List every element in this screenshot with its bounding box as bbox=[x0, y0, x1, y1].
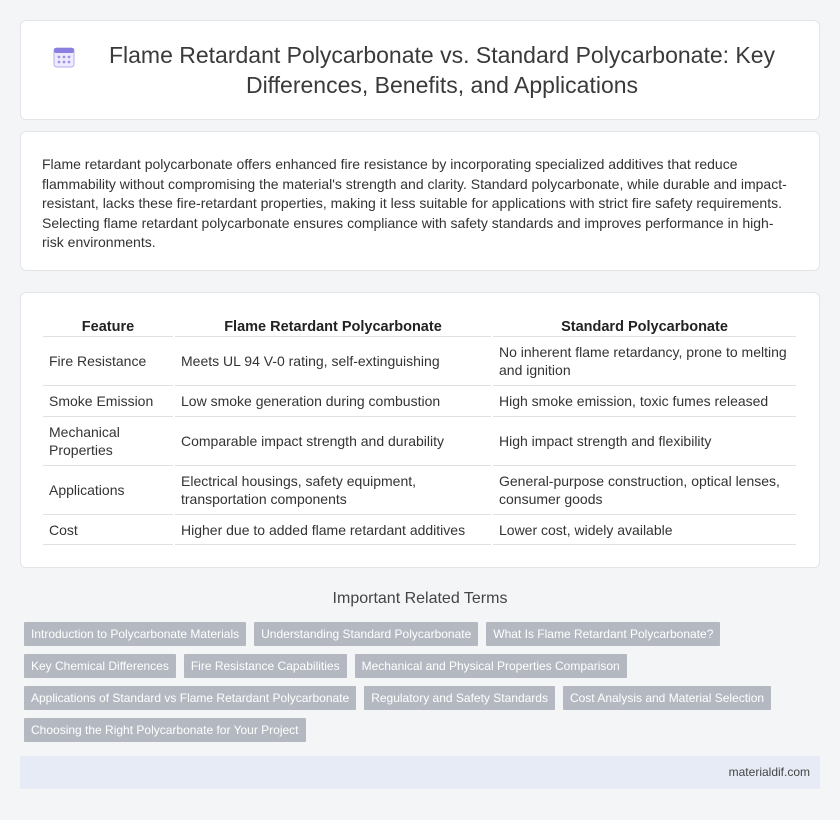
intro-card bbox=[20, 131, 820, 271]
table-row bbox=[43, 515, 796, 545]
table-header-row bbox=[43, 315, 796, 337]
table-cell-feature: Smoke Emission bbox=[43, 386, 173, 417]
page-title: Flame Retardant Polycarbonate vs. Standard Polycarbonate: Key Differences, Benefits, and Applications bbox=[108, 42, 776, 98]
table-cell-flame-retardant: Low smoke generation during combustion bbox=[175, 386, 491, 417]
table-cell-standard: General-purpose construction, optical lenses, consumer goods bbox=[493, 466, 796, 515]
related-term-tag[interactable]: Mechanical and Physical Properties Comparison bbox=[355, 654, 627, 678]
table-cell-feature: Fire Resistance bbox=[43, 337, 173, 386]
table-row bbox=[43, 466, 796, 515]
related-terms-heading: Important Related Terms bbox=[332, 590, 508, 607]
footer-bar bbox=[20, 756, 820, 789]
related-term-tag[interactable]: Key Chemical Differences bbox=[24, 654, 176, 678]
related-term-tag[interactable]: Regulatory and Safety Standards bbox=[364, 686, 555, 710]
table-cell-standard: No inherent flame retardancy, prone to melting and ignition bbox=[493, 337, 796, 386]
calendar-grid-icon bbox=[53, 46, 75, 68]
header-standard: Standard Polycarbonate bbox=[493, 315, 796, 337]
table-cell-flame-retardant: Higher due to added flame retardant additives bbox=[175, 515, 491, 545]
intro-paragraph: Flame retardant polycarbonate offers enhanced fire resistance by incorporating specialized additives that reduce flammability without compromising the material's strength and clarity. Standard polycarbonate, while durable and impact-resistant, lacks these fire-retardant properties, making it less suitable for applications with strict fire safety requirements. Selecting flame retardant polycarbonate ensures compliance with safety standards and improves performance in high-risk environments. bbox=[42, 156, 787, 250]
comparison-table bbox=[41, 315, 798, 545]
table-row bbox=[43, 337, 796, 386]
header-feature: Feature bbox=[43, 315, 173, 337]
table-cell-standard: Lower cost, widely available bbox=[493, 515, 796, 545]
table-cell-feature: Applications bbox=[43, 466, 173, 515]
table-cell-flame-retardant: Meets UL 94 V-0 rating, self-extinguishing bbox=[175, 337, 491, 386]
related-term-tag[interactable]: What Is Flame Retardant Polycarbonate? bbox=[486, 622, 720, 646]
table-row bbox=[43, 417, 796, 466]
table-cell-standard: High smoke emission, toxic fumes released bbox=[493, 386, 796, 417]
table-cell-feature: Cost bbox=[43, 515, 173, 545]
table-cell-flame-retardant: Comparable impact strength and durability bbox=[175, 417, 491, 466]
table-cell-feature: Mechanical Properties bbox=[43, 417, 173, 466]
related-term-tag[interactable]: Choosing the Right Polycarbonate for Your Project bbox=[24, 718, 306, 742]
table-cell-standard: High impact strength and flexibility bbox=[493, 417, 796, 466]
related-terms-list bbox=[24, 622, 814, 750]
table-cell-flame-retardant: Electrical housings, safety equipment, transportation components bbox=[175, 466, 491, 515]
comparison-table-card bbox=[20, 292, 820, 568]
related-term-tag[interactable]: Applications of Standard vs Flame Retardant Polycarbonate bbox=[24, 686, 356, 710]
header-flame-retardant: Flame Retardant Polycarbonate bbox=[175, 315, 491, 337]
footer-site-name: materialdif.com bbox=[728, 765, 810, 779]
related-term-tag[interactable]: Understanding Standard Polycarbonate bbox=[254, 622, 478, 646]
related-term-tag[interactable]: Cost Analysis and Material Selection bbox=[563, 686, 771, 710]
header-card bbox=[20, 20, 820, 120]
related-term-tag[interactable]: Introduction to Polycarbonate Materials bbox=[24, 622, 246, 646]
table-row bbox=[43, 386, 796, 417]
related-term-tag[interactable]: Fire Resistance Capabilities bbox=[184, 654, 347, 678]
